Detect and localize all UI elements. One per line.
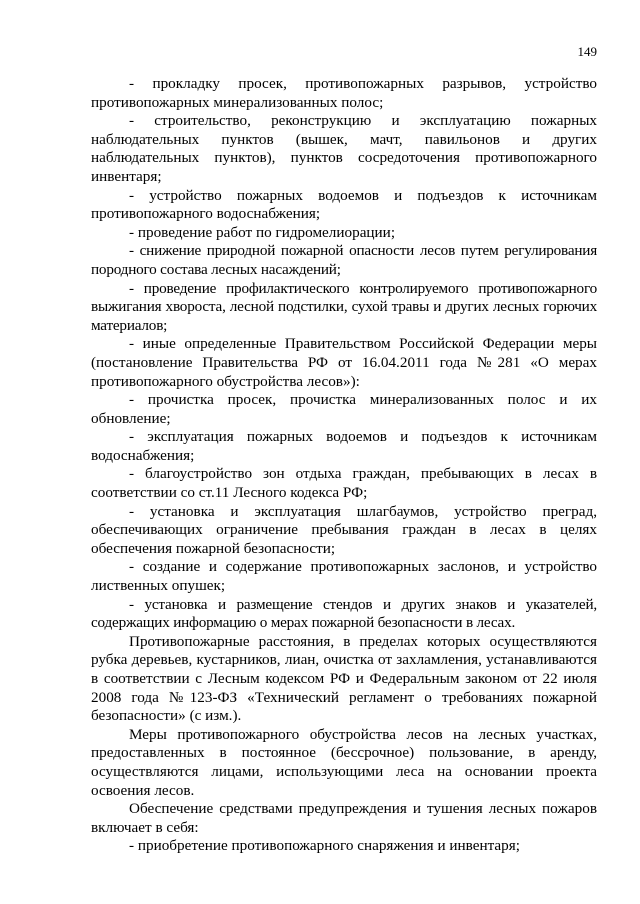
page-number: 149 — [577, 44, 597, 59]
paragraph-9: - эксплуатация пожарных водоемов и подъездов к источникам водоснабжения; — [91, 428, 597, 464]
document-body — [91, 75, 597, 856]
paragraph-3: - устройство пожарных водоемов и подъездов к источникам противопожарного водоснабжения; — [91, 186, 597, 223]
paragraph-7: - иные определенные Правительством Российской Федерации меры (постановление Правительства РФ от 16.04.2011 года №281 «О мерах противопожарного обустройства лесов»): — [91, 335, 597, 390]
paragraph-16: Обеспечение средствами предупреждения и тушения лесных пожаров включает в себя: — [91, 800, 597, 836]
paragraph-12: - создание и содержание противопожарных заслонов, и устройство лиственных опушек; — [91, 558, 597, 595]
paragraph-14: Противопожарные расстояния, в пределах которых осуществляются рубка деревьев, кустарников, лиан, очистка от захламления, устанавливаются в соответствии с Лесным кодексом РФ и Федеральным законом от 22 июля 2008 года №123-ФЗ «Технический регламент о требованиях пожарной безопасности» (с изм.). — [91, 632, 597, 725]
paragraph-4: - проведение работ по гидромелиорации; — [129, 223, 396, 241]
paragraph-11: - установка и эксплуатация шлагбаумов, устройство преград, обеспечивающих ограничение пребывания граждан в лесах в целях обеспечения пожарной безопасности; — [91, 502, 597, 557]
paragraph-6: - проведение профилактического контролируемого противопожарного выжигания хвороста, лесной подстилки, сухой травы и других лесных горючих материалов; — [91, 279, 597, 334]
paragraph-5: - снижение природной пожарной опасности лесов путем регулирования породного состава лесных насаждений; — [91, 242, 597, 278]
paragraph-1: - прокладку просек, противопожарных разрывов, устройство противопожарных минерализованных полос; — [91, 75, 597, 111]
paragraph-15: Меры противопожарного обустройства лесов на лесных участках, предоставленных в постоянное (бессрочное) пользование, в аренду, осуществляются лицами, использующими леса на основании проекта освоения лесов. — [91, 725, 597, 799]
paragraph-17: - приобретение противопожарного снаряжения и инвентаря; — [129, 837, 520, 855]
paragraph-10: - благоустройство зон отдыха граждан, пребывающих в лесах в соответствии со ст.11 Лесного кодекса РФ; — [91, 465, 597, 502]
paragraph-13: - установка и размещение стендов и других знаков и указателей, содержащих информацию о мерах пожарной безопасности в лесах. — [91, 595, 597, 632]
paragraph-8: - прочистка просек, прочистка минерализованных полос и их обновление; — [91, 391, 597, 427]
paragraph-2: - строительство, реконструкцию и эксплуатацию пожарных наблюдательных пунктов (вышек, мачт, павильонов и других наблюдательных пунктов), пунктов сосредоточения противопожарного инвентаря; — [91, 112, 597, 185]
